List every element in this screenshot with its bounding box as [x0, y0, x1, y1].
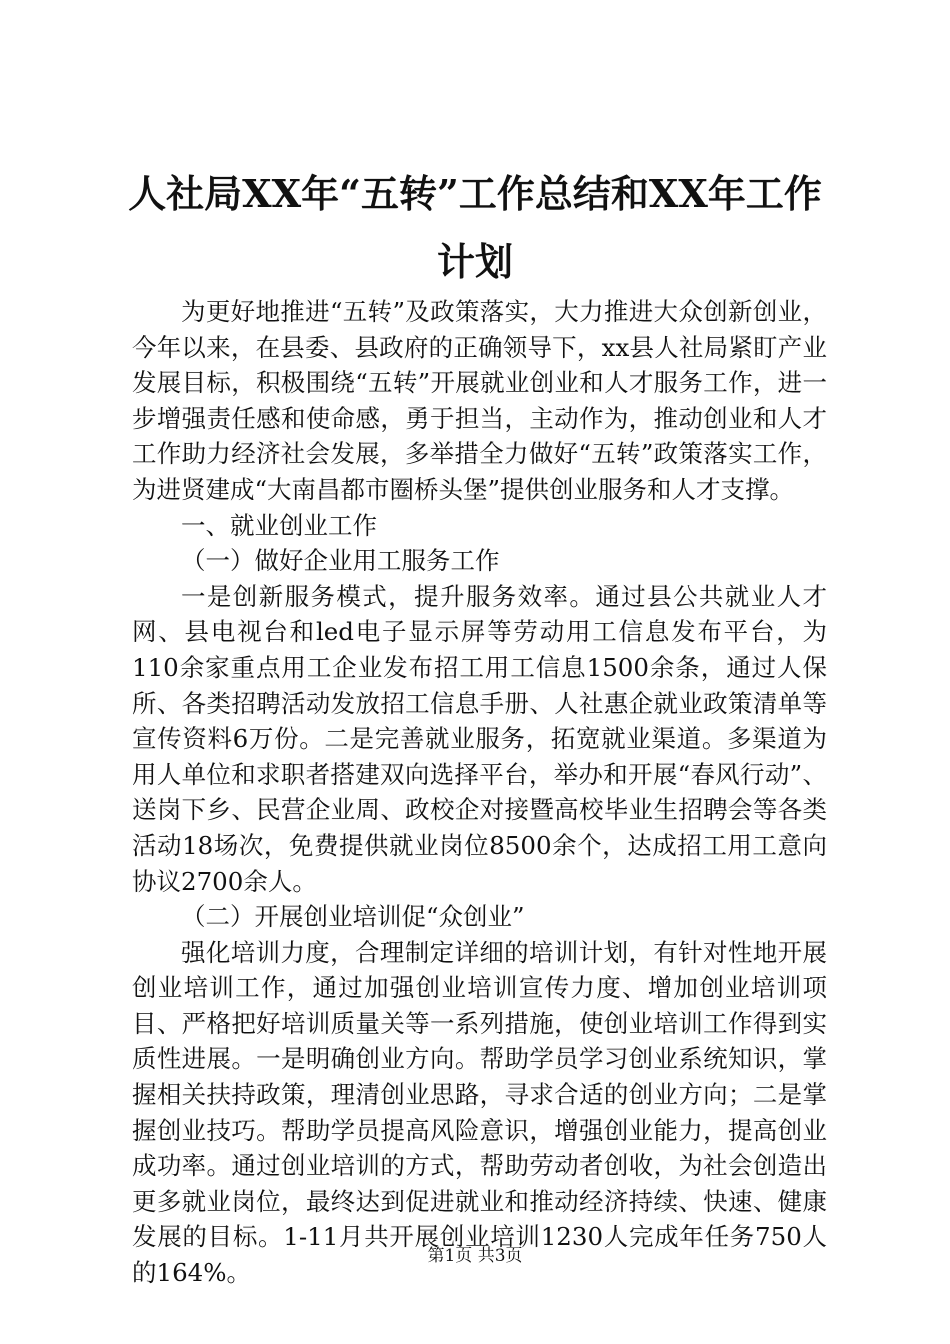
section-heading-employment: 一、就业创业工作: [181, 510, 377, 540]
subsection-heading-entrepreneurship-training: （二）开展创业培训促“众创业”: [181, 902, 525, 932]
enterprise-service-paragraph: 一是创新服务模式，提升服务效率。通过县公共就业人才网、县电视台和led电子显示屏等劳动用工信息发布平台，为110余家重点用工企业发布招工用工信息1500余条，通过人保所、各类招聘活动发放招工信息手册、人社惠企就业政策清单等宣传资料6万份。二是完善就业服务，拓宽就业渠道。多渠道为用人单位和求职者搭建双向选择平台，举办和开展“春风行动”、送岗下乡、民营企业周、政校企对接暨高校毕业生招聘会等各类活动18场次，免费提供就业岗位8500余个，达成招工用工意向协议2700余人。: [132, 581, 827, 896]
subsection-heading-enterprise-service: （一）做好企业用工服务工作: [181, 546, 500, 576]
document-title: 人社局XX年“五转”工作总结和XX年工作计划: [128, 171, 822, 284]
intro-paragraph: 为更好地推进“五转”及政策落实，大力推进大众创新创业，今年以来，在县委、县政府的正确领导下，xx县人社局紧盯产业发展目标，积极围绕“五转”开展就业创业和人才服务工作，进一步增强责任感和使命感，勇于担当，主动作为，推动创业和人才工作助力经济社会发展，多举措全力做好“五转”政策落实工作，为进贤建成“大南昌都市圈桥头堡”提供创业服务和人才支撑。: [132, 297, 827, 504]
page-footer: 第1页 共3页: [427, 1246, 523, 1266]
document-body: [132, 294, 827, 1291]
entrepreneurship-training-paragraph: 强化培训力度，合理制定详细的培训计划，有针对性地开展创业培训工作，通过加强创业培训宣传力度、增加创业培训项目、严格把好培训质量关等一系列措施，使创业培训工作得到实质性进展。一是明确创业方向。帮助学员学习创业系统知识，掌握相关扶持政策，理清创业思路，寻求合适的创业方向；二是掌握创业技巧。帮助学员提高风险意识，增强创业能力，提高创业成功率。通过创业培训的方式，帮助劳动者创收，为社会创造出更多就业岗位，最终达到促进就业和推动经济持续、快速、健康发展的目标。1-11月共开展创业培训1230人完成年任务750人的164%。: [132, 937, 827, 1288]
